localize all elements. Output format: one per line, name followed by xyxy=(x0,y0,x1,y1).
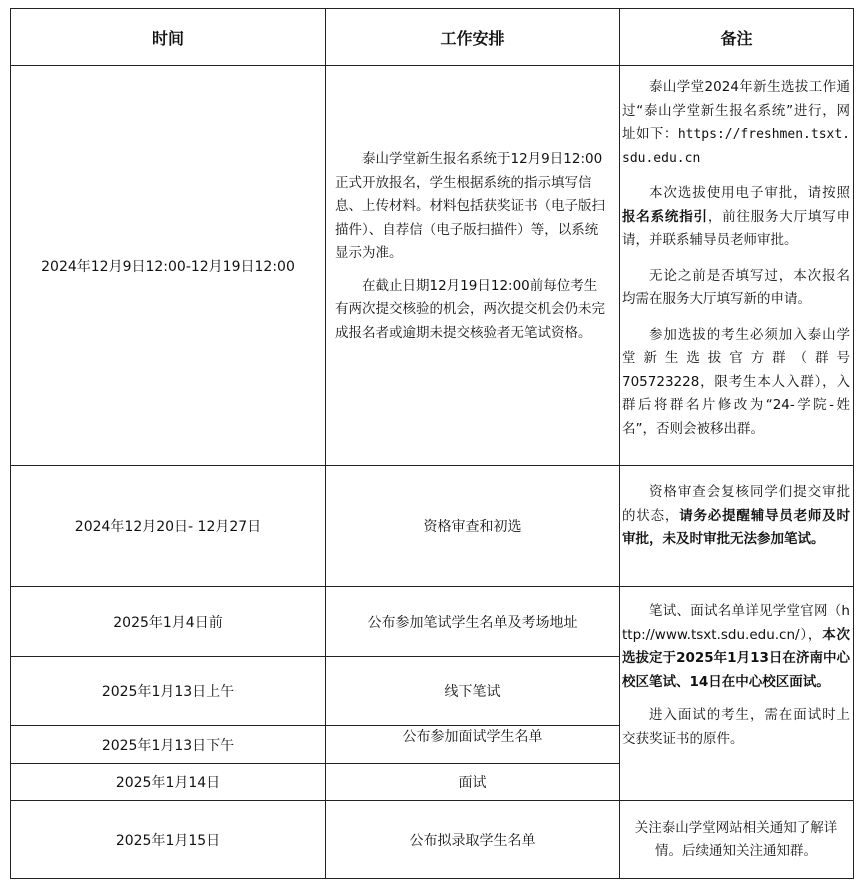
row2-note-paragraph xyxy=(622,481,850,552)
header-note: 备注 xyxy=(720,28,753,48)
row6-time: 2025年1月14日 xyxy=(115,775,221,791)
header-time: 时间 xyxy=(151,28,184,48)
row3-work: 公布参加笔试学生名单及考场地址 xyxy=(367,614,578,631)
row2-note-bold: 请务必提醒辅导员老师及时审批，未及时审批无法参加笔试。 xyxy=(622,507,851,547)
row1-note-paragraph-3: 无论之前是否填写过，本次报名均需在服务大厅填写新的申请。 xyxy=(622,267,850,307)
row5-time: 2025年1月13日下午 xyxy=(101,737,235,754)
row1-note-paragraph-1 xyxy=(622,76,850,170)
row1-note-paragraph-2 xyxy=(622,182,850,253)
merged-note-text: 笔试、面试名单详见学堂官网（http://www.tsxt.sdu.edu.cn/）， xyxy=(622,603,850,643)
row1-note-paragraph-4: 参加选拔的考生必须加入泰山学堂新生选拔官方群（群号 705723228，限考生本人入群），入群后将群名片修改为“24-学院-姓名”，否则会被移出群。 xyxy=(622,326,850,437)
row1-work-paragraph-2: 在截止日期12月19日12:00前每位考生有两次提交核验的机会，两次提交机会仍未完成报名者或逾期未提交核验者无笔试资格。 xyxy=(335,277,605,341)
row2-note xyxy=(622,481,850,552)
row2-time: 2024年12月20日- 12月27日 xyxy=(74,519,262,535)
row1-work-paragraph-1: 泰山学堂新生报名系统于12月9日12:00正式开放报名，学生根据系统的指示填写信息、上传材料。材料包括获奖证书（电子版扫描件）、自荐信（电子版扫描件）等，以系统显示为准。 xyxy=(335,151,605,261)
row1-note-p2-text-end: ，前往服务大厅填写申请，并联系辅导员老师审批。 xyxy=(622,208,851,248)
registration-system-url[interactable]: https://freshmen.tsxt.sdu.edu.cn xyxy=(622,127,850,166)
row6-work: 面试 xyxy=(458,775,487,791)
row1-note-p1-text: 泰山学堂2024年新生选拔工作通过“泰山学堂新生报名系统”进行，网址如下： xyxy=(622,79,850,142)
table-border-right xyxy=(853,8,854,879)
row1-note xyxy=(622,76,850,441)
merged-note-bold: 本次选拔定于2025年1月13日在济南中心校区笔试、14日在中心校区面试。 xyxy=(622,626,851,690)
row2-note-text: 资格审查会复核同学们提交审批的状态， xyxy=(622,484,850,524)
row1-note-p2-bold: 报名系统指引 xyxy=(622,208,708,225)
row2-work: 资格审查和初选 xyxy=(423,519,522,535)
row5-work: 公布参加面试学生名单 xyxy=(402,728,543,745)
row1-time: 2024年12月9日12:00-12月19日12:00 xyxy=(41,258,295,275)
merged-note-paragraph-1 xyxy=(622,600,850,694)
row7-time: 2025年1月15日 xyxy=(115,832,221,849)
merged-note-paragraph-2: 进入面试的考生，需在面试时上交获奖证书的原件。 xyxy=(622,707,850,747)
row1-note-p2-text: 本次选拔使用电子审批，请按照 xyxy=(649,185,850,201)
row3-time: 2025年1月4日前 xyxy=(113,614,223,631)
row1-work xyxy=(335,148,609,345)
header-work: 工作安排 xyxy=(440,28,505,48)
merged-note xyxy=(622,600,850,751)
row4-work: 线下笔试 xyxy=(444,684,501,700)
row4-time: 2025年1月13日上午 xyxy=(101,684,235,700)
row7-work: 公布拟录取学生名单 xyxy=(409,832,536,849)
row7-note: 关注泰山学堂网站相关通知了解详情。后续通知关注通知群。 xyxy=(634,819,838,859)
